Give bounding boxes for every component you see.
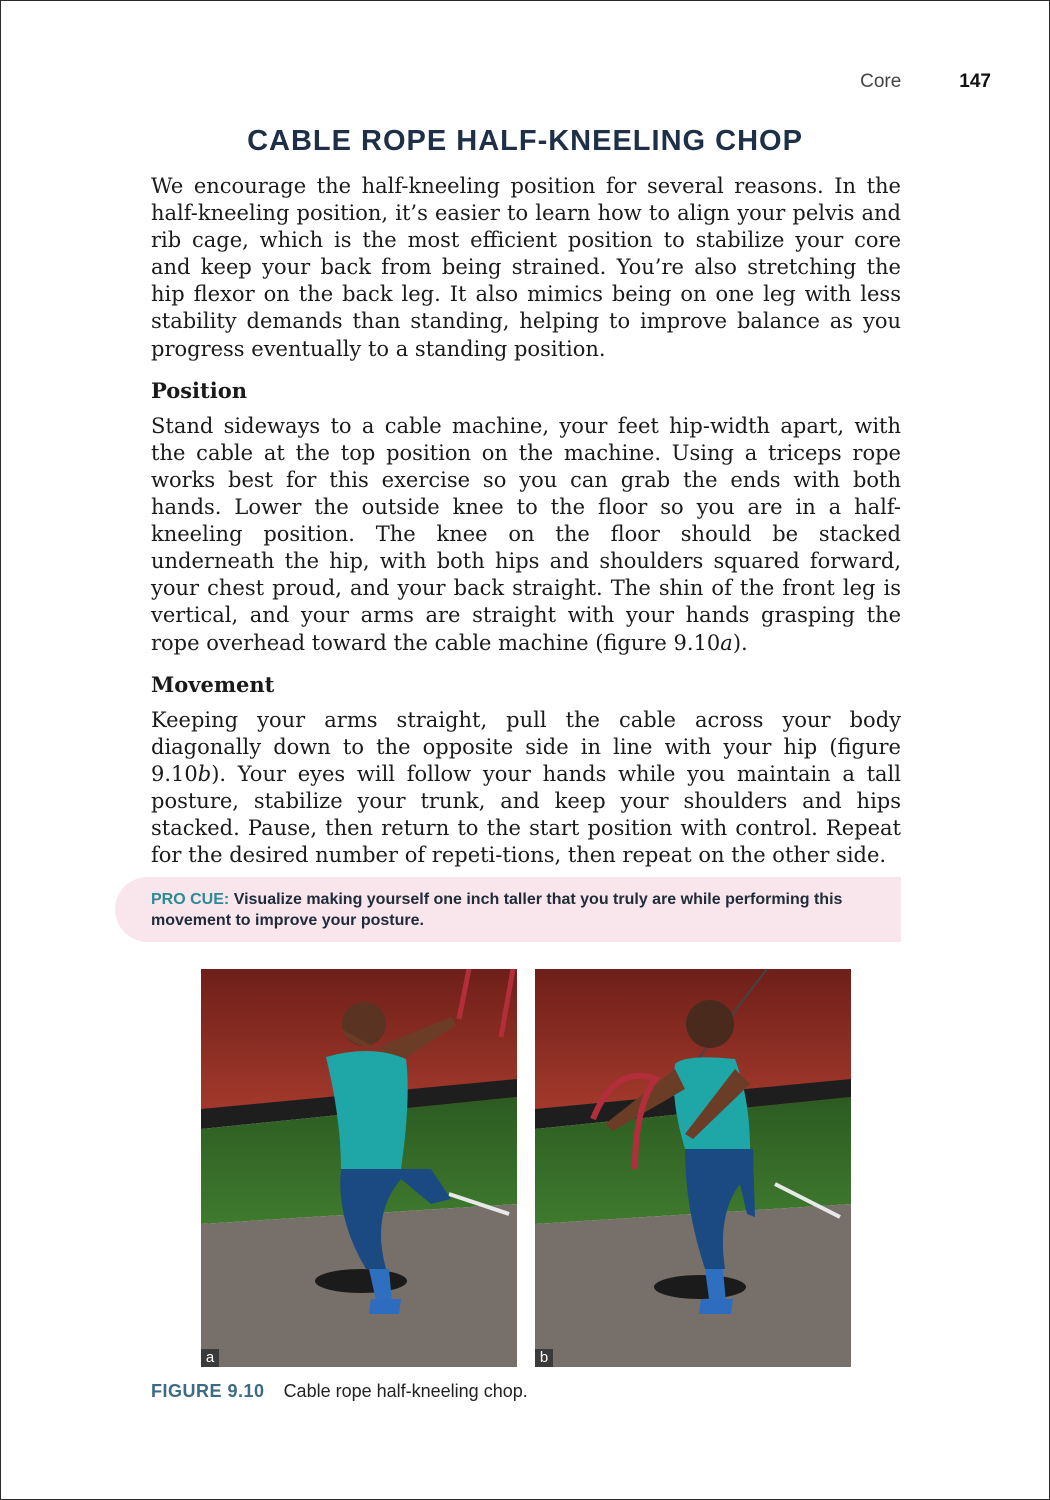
- intro-paragraph: We encourage the half-kneeling position for several reasons. In the half-kneeling position, it’s easier to learn how to align your pelvis and rib cage, which is the most efficient position to stabilize your core and keep your back from being strained. You’re also stretching the hip flexor on the back leg. It also mimics being on one leg with less stability demands than standing, helping to improve balance as you progress eventually to a standing position.: [151, 174, 901, 361]
- movement-text: Keeping your arms straight, pull the cable across your body diagonally down to the opposite side in line with your hip (figure 9.10: [151, 707, 901, 786]
- body-text: [151, 173, 901, 869]
- figure-photo-b: [535, 969, 851, 1367]
- figure-photo-a: [201, 969, 517, 1367]
- exercise-title: CABLE ROPE HALF-KNEELING CHOP: [247, 125, 803, 157]
- position-heading: Position: [151, 377, 247, 403]
- photo-start-position: [201, 969, 517, 1367]
- book-page: [1, 1, 1049, 1499]
- position-text-end: ).: [732, 630, 748, 655]
- figure-number: FIGURE 9.10: [151, 1381, 265, 1401]
- figure-tag-b: b: [535, 1349, 553, 1367]
- position-figure-ref: a: [720, 630, 733, 655]
- pro-cue-text: Visualize making yourself one inch taller that you truly are while performing this movement to improve your posture.: [151, 891, 843, 929]
- movement-paragraph: [151, 707, 901, 870]
- pro-cue-label: PRO CUE:: [151, 891, 230, 908]
- movement-heading: Movement: [151, 671, 275, 697]
- movement-text-end: ). Your eyes will follow your hands while you maintain a tall posture, stabilize your trunk, and keep your shoulders and hips stacked. Pause, then return to the start position with control. Repeat for the desired number of repeti-tions, then repeat on the other side.: [151, 761, 901, 868]
- running-head: [860, 71, 991, 93]
- figure-tag-a: a: [201, 1349, 219, 1367]
- figure-caption-text: Cable rope half-kneeling chop.: [283, 1381, 528, 1401]
- position-text: Stand sideways to a cable machine, your feet hip-width apart, with the cable at the top position on the machine. Using a triceps rope works best for this exercise so you can grab the ends with both hands. Lower the outside knee to the floor so you are in a half-kneeling position. The knee on the floor should be stacked underneath the hip, with both hips and shoulders squared forward, your chest proud, and your back straight. The shin of the front leg is vertical, and your arms are straight with your hands grasping the rope overhead toward the cable machine (figure 9.10: [151, 413, 901, 655]
- section-name: Core: [860, 71, 902, 92]
- movement-figure-ref: b: [197, 761, 212, 786]
- position-paragraph: [151, 413, 901, 657]
- pro-cue-callout: [115, 877, 901, 942]
- figure-caption: [151, 1381, 528, 1402]
- photo-end-position: [535, 969, 851, 1367]
- page-number: 147: [959, 71, 991, 92]
